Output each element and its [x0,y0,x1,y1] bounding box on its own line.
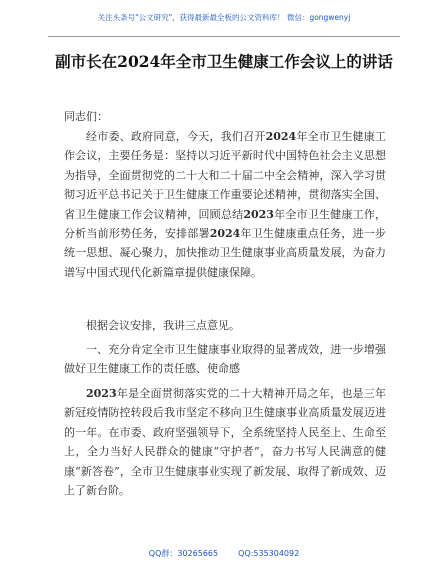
paragraph-text: 经市委、政府同意，今天，我们召开 [86,130,266,143]
header-banner: 关注头条号"公文研究"，获得最新最全板的公文资料库！ 微信：gongwenyj [97,13,351,22]
footer-qq: QQ:535304092 [238,549,300,558]
paragraph-text: 年卫生健康重点任务，进一步统一思想、凝心聚力，加快推动卫生健康事业高质量发展，为奋力谱写中国式现代化新篇章提供健康保障。 [64,227,386,279]
header-divider [48,36,400,37]
footer-contact [0,548,448,559]
paragraph-outline: 根据会议安排，我讲三点意见。 [86,319,240,332]
year-number: 2023 [86,387,117,400]
paragraph-intro [64,127,386,282]
paragraph-text: 年是全面贯彻落实党的二十大精神开局之年，也是三年新冠疫情防控转段后我市坚定不移向卫生健康事业高质量发展迈进的一年。在市委、政府坚强领导下，全系统坚持人民至上、生命至上，全力当好人民群众的健康“守护者”，奋力书写人民满意的健康“新答卷”，全市卫生健康事业实现了新发展、取得了新成效、迈上了新台阶。 [64,387,386,498]
paragraph-achievements [64,384,386,500]
footer-qq-group: QQ群：30265665 [148,549,219,558]
document-title: 副市长在2024年全市卫生健康工作会议上的讲话 [55,52,393,71]
greeting: 同志们： [64,110,108,123]
paragraph-text: 年全市卫生健康工作会议，主要任务是：坚持以习近平新时代中国特色社会主义思想为指导，全面贯彻党的二十大和二十届二中全会精神，深入学习贯彻习近平总书记关于卫生健康工作重要论述精神，贯彻落实全国、省卫生健康工作会议精神，回顾总结 [64,130,387,221]
year-number: 2024 [209,227,241,241]
year-number: 2023 [243,207,274,221]
paragraph-text: 年全市卫生健康工作，分析当前形势任务，安排部署 [64,207,387,241]
year-number: 2024 [265,130,297,143]
section-heading-one: 一、充分肯定全市卫生健康事业取得的显著成效，进一步增强做好卫生健康工作的责任感、使命感 [64,343,386,376]
